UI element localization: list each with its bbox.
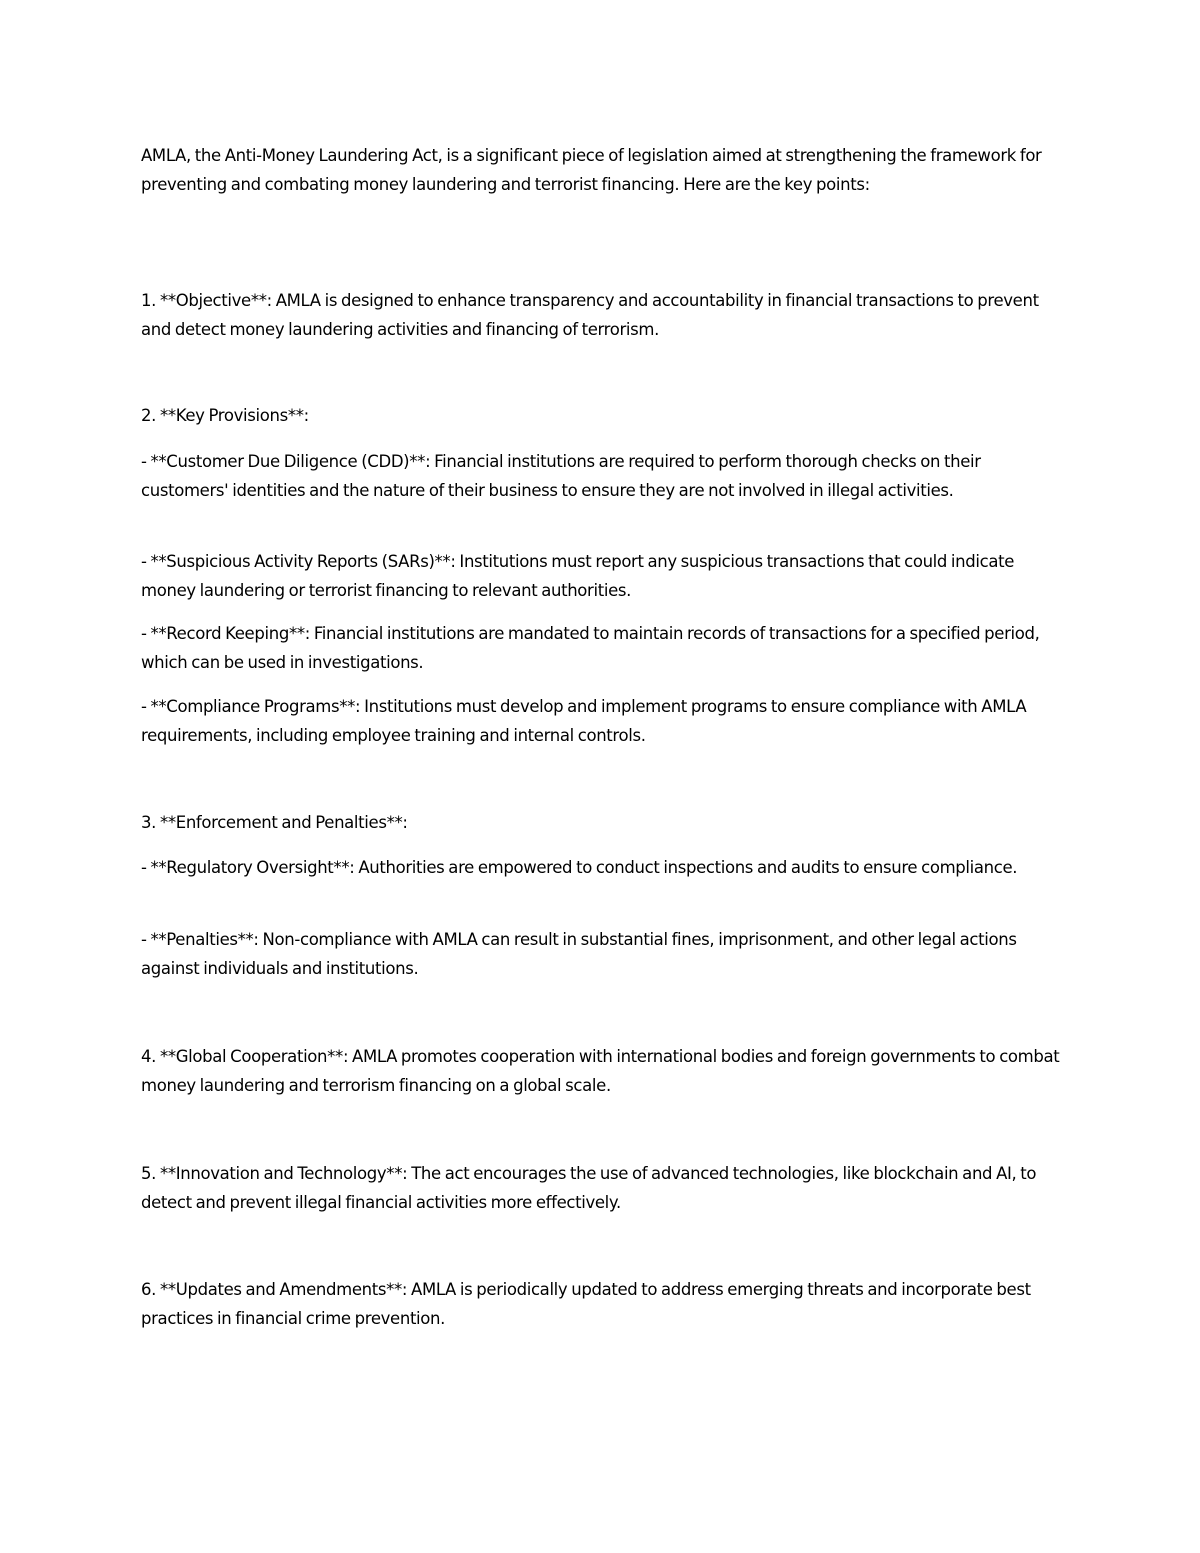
innovation-paragraph: 5. **Innovation and Technology**: The act encourages the use of advanced technologies, like blockchain and AI, to detect and prevent illegal financial activities more effectively. [141,1164,1037,1212]
intro-paragraph: AMLA, the Anti-Money Laundering Act, is a significant piece of legislation aimed at strengthening the framework for preventing and combating money laundering and terrorist financing. Here are the key points: [141,146,1042,194]
enforcement-heading: 3. **Enforcement and Penalties**: [141,813,408,832]
provision-sars: - **Suspicious Activity Reports (SARs)**: Institutions must report any suspicious transactions that could indicate money laundering or terrorist financing to relevant authorities. [141,552,1015,600]
provision-compliance-programs: - **Compliance Programs**: Institutions must develop and implement programs to ensure compliance with AMLA requirements, including employee training and internal controls. [141,697,1027,745]
enforcement-penalties: - **Penalties**: Non-compliance with AMLA can result in substantial fines, imprisonment, and other legal actions against individuals and institutions. [141,930,1017,978]
global-cooperation-paragraph: 4. **Global Cooperation**: AMLA promotes cooperation with international bodies and foreign governments to combat money laundering and terrorism financing on a global scale. [141,1047,1060,1095]
enforcement-regulatory-oversight: - **Regulatory Oversight**: Authorities are empowered to conduct inspections and audits to ensure compliance. [141,858,1018,877]
updates-paragraph: 6. **Updates and Amendments**: AMLA is periodically updated to address emerging threats and incorporate best practices in financial crime prevention. [141,1280,1031,1328]
objective-paragraph: 1. **Objective**: AMLA is designed to enhance transparency and accountability in financial transactions to prevent and detect money laundering activities and financing of terrorism. [141,291,1039,339]
provision-cdd: - **Customer Due Diligence (CDD)**: Financial institutions are required to perform thorough checks on their customers' identities and the nature of their business to ensure they are not involved in illegal activities. [141,452,981,500]
key-provisions-heading: 2. **Key Provisions**: [141,406,309,425]
provision-record-keeping: - **Record Keeping**: Financial institutions are mandated to maintain records of transactions for a specified period, which can be used in investigations. [141,624,1040,672]
